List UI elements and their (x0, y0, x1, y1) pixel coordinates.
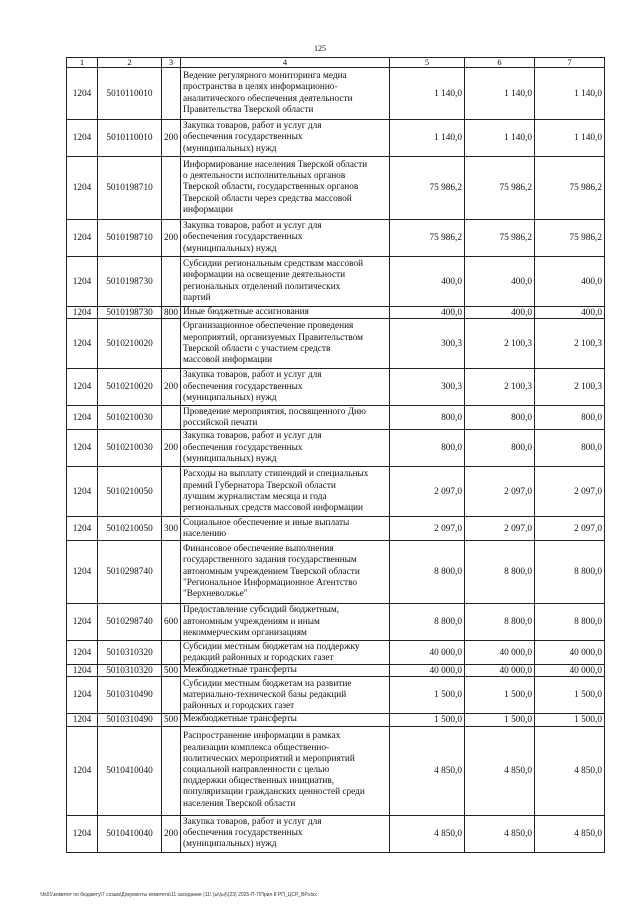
target-article-code-cell: 5010298740 (98, 604, 162, 641)
target-article-code-cell: 5010210020 (98, 319, 162, 369)
target-article-code-cell: 5010198710 (98, 157, 162, 220)
target-article-code-cell: 5010198730 (98, 257, 162, 307)
target-article-code-cell: 5010210050 (98, 517, 162, 541)
expense-type-cell (162, 319, 181, 369)
expense-type-cell (162, 467, 181, 517)
amount-cell: 75 986,2 (390, 157, 465, 220)
description-cell: Закупка товаров, работ и услуг для обеспечения государственных (муниципальных) нужд (181, 220, 390, 257)
amount-cell: 400,0 (390, 307, 465, 319)
table-row (67, 714, 605, 726)
column-header: 3 (162, 58, 181, 68)
amount-cell: 400,0 (465, 257, 535, 307)
amount-cell: 2 100,3 (465, 369, 535, 406)
table-row (67, 406, 605, 430)
table-row (67, 319, 605, 369)
section-code-cell: 1204 (67, 677, 98, 714)
expense-type-cell (162, 68, 181, 120)
section-code-cell: 1204 (67, 604, 98, 641)
amount-cell: 8 800,0 (465, 541, 535, 604)
description-cell: Субсидии региональным средствам массовой информации на освещение деятельности региональных отделений политических партий (181, 257, 390, 307)
column-header: 5 (390, 58, 465, 68)
amount-cell: 40 000,0 (465, 641, 535, 665)
target-article-code-cell: 5010210030 (98, 430, 162, 467)
amount-cell: 2 097,0 (465, 517, 535, 541)
amount-cell: 4 850,0 (390, 726, 465, 815)
expense-type-cell (162, 641, 181, 665)
amount-cell: 4 850,0 (465, 815, 535, 852)
description-cell: Распространение информации в рамках реализации комплекса общественно- политических мероприятий и мероприятий социальной направленности с целью поддержки общественных инициатив, популяризации гражданских ценностей среди населения Тверской области (181, 726, 390, 815)
amount-cell: 1 500,0 (465, 677, 535, 714)
amount-cell: 800,0 (390, 430, 465, 467)
amount-cell: 40 000,0 (390, 641, 465, 665)
target-article-code-cell: 5010110010 (98, 68, 162, 120)
table-row (67, 517, 605, 541)
amount-cell: 400,0 (535, 307, 605, 319)
amount-cell: 2 100,3 (535, 369, 605, 406)
description-cell: Расходы на выплату стипендий и специальных премий Губернатора Тверской области лучшим журналистам месяца и года региональных средств массовой информации (181, 467, 390, 517)
description-cell: Финансовое обеспечение выполнения государственного задания государственным автономным учреждением Тверской области "Региональное Информационное Агентство "Верхневолжье" (181, 541, 390, 604)
expense-type-cell (162, 541, 181, 604)
table-row (67, 641, 605, 665)
expense-type-cell (162, 257, 181, 307)
target-article-code-cell: 5010410040 (98, 726, 162, 815)
section-code-cell: 1204 (67, 714, 98, 726)
amount-cell: 40 000,0 (465, 665, 535, 677)
expense-type-cell (162, 406, 181, 430)
section-code-cell: 1204 (67, 68, 98, 120)
amount-cell: 1 500,0 (535, 714, 605, 726)
section-code-cell: 1204 (67, 430, 98, 467)
amount-cell: 1 500,0 (390, 677, 465, 714)
amount-cell: 40 000,0 (390, 665, 465, 677)
description-cell: Организационное обеспечение проведения мероприятий, организуемых Правительством Тверской области с участием средств массовой информации (181, 319, 390, 369)
column-header: 6 (465, 58, 535, 68)
budget-table (66, 57, 605, 853)
column-header: 4 (181, 58, 390, 68)
amount-cell: 40 000,0 (535, 641, 605, 665)
target-article-code-cell: 5010310320 (98, 641, 162, 665)
table-row (67, 369, 605, 406)
amount-cell: 75 986,2 (535, 157, 605, 220)
amount-cell: 2 100,3 (535, 319, 605, 369)
amount-cell: 4 850,0 (535, 726, 605, 815)
amount-cell: 8 800,0 (535, 604, 605, 641)
table-row (67, 467, 605, 517)
column-header: 7 (535, 58, 605, 68)
target-article-code-cell: 5010198730 (98, 307, 162, 319)
description-cell: Закупка товаров, работ и услуг для обеспечения государственных (муниципальных) нужд (181, 815, 390, 852)
description-cell: Закупка товаров, работ и услуг для обеспечения государственных (муниципальных) нужд (181, 120, 390, 157)
amount-cell: 8 800,0 (465, 604, 535, 641)
column-header: 1 (67, 58, 98, 68)
expense-type-cell: 200 (162, 815, 181, 852)
target-article-code-cell: 5010110010 (98, 120, 162, 157)
table-body (67, 68, 605, 853)
description-cell: Информирование населения Тверской области о деятельности исполнительных органов Тверской области, государственных органов Тверской области через средства массовой информации (181, 157, 390, 220)
amount-cell: 75 986,2 (390, 220, 465, 257)
amount-cell: 8 800,0 (390, 604, 465, 641)
table-row (67, 604, 605, 641)
section-code-cell: 1204 (67, 369, 98, 406)
amount-cell: 75 986,2 (465, 157, 535, 220)
expense-type-cell (162, 677, 181, 714)
table-row (67, 677, 605, 714)
page-number: 125 (314, 44, 326, 53)
amount-cell: 400,0 (465, 307, 535, 319)
amount-cell: 300,3 (390, 319, 465, 369)
table-row (67, 307, 605, 319)
amount-cell: 4 850,0 (535, 815, 605, 852)
table-row (67, 257, 605, 307)
amount-cell: 800,0 (465, 406, 535, 430)
target-article-code-cell: 5010210050 (98, 467, 162, 517)
section-code-cell: 1204 (67, 517, 98, 541)
section-code-cell: 1204 (67, 665, 98, 677)
target-article-code-cell: 5010198710 (98, 220, 162, 257)
section-code-cell: 1204 (67, 406, 98, 430)
amount-cell: 40 000,0 (535, 665, 605, 677)
header-row (67, 58, 605, 68)
amount-cell: 1 140,0 (390, 68, 465, 120)
amount-cell: 1 500,0 (465, 714, 535, 726)
amount-cell: 800,0 (390, 406, 465, 430)
table-row (67, 220, 605, 257)
amount-cell: 1 140,0 (465, 68, 535, 120)
description-cell: Закупка товаров, работ и услуг для обеспечения государственных (муниципальных) нужд (181, 369, 390, 406)
description-cell: Субсидии местным бюджетам на поддержку редакций районных и городских газет (181, 641, 390, 665)
amount-cell: 75 986,2 (535, 220, 605, 257)
section-code-cell: 1204 (67, 157, 98, 220)
section-code-cell: 1204 (67, 541, 98, 604)
target-article-code-cell: 5010310320 (98, 665, 162, 677)
table-row (67, 430, 605, 467)
expense-type-cell (162, 726, 181, 815)
amount-cell: 400,0 (390, 257, 465, 307)
target-article-code-cell: 5010210030 (98, 406, 162, 430)
table-row (67, 815, 605, 852)
amount-cell: 800,0 (535, 430, 605, 467)
expense-type-cell: 200 (162, 120, 181, 157)
table-row (67, 68, 605, 120)
amount-cell: 800,0 (535, 406, 605, 430)
amount-cell: 2 097,0 (535, 517, 605, 541)
section-code-cell: 1204 (67, 815, 98, 852)
target-article-code-cell: 5010410040 (98, 815, 162, 852)
amount-cell: 75 986,2 (465, 220, 535, 257)
amount-cell: 2 100,3 (465, 319, 535, 369)
description-cell: Проведение мероприятия, посвященного Дню российской печати (181, 406, 390, 430)
amount-cell: 1 500,0 (390, 714, 465, 726)
table-row (67, 665, 605, 677)
expense-type-cell: 300 (162, 517, 181, 541)
amount-cell: 1 140,0 (465, 120, 535, 157)
expense-type-cell: 200 (162, 369, 181, 406)
amount-cell: 1 140,0 (390, 120, 465, 157)
expense-type-cell: 600 (162, 604, 181, 641)
section-code-cell: 1204 (67, 467, 98, 517)
amount-cell: 4 850,0 (390, 815, 465, 852)
table-row (67, 120, 605, 157)
amount-cell: 300,3 (390, 369, 465, 406)
expense-type-cell (162, 157, 181, 220)
description-cell: Субсидии местным бюджетам на развитие материально-технической базы редакций районных и городских газет (181, 677, 390, 714)
table-row (67, 541, 605, 604)
section-code-cell: 1204 (67, 220, 98, 257)
amount-cell: 2 097,0 (390, 517, 465, 541)
amount-cell: 8 800,0 (390, 541, 465, 604)
amount-cell: 4 850,0 (465, 726, 535, 815)
target-article-code-cell: 5010310490 (98, 677, 162, 714)
description-cell: Межбюджетные трансферты (181, 714, 390, 726)
amount-cell: 1 140,0 (535, 68, 605, 120)
expense-type-cell: 500 (162, 665, 181, 677)
target-article-code-cell: 5010310490 (98, 714, 162, 726)
amount-cell: 2 097,0 (390, 467, 465, 517)
expense-type-cell: 800 (162, 307, 181, 319)
file-path-footer: \\fs01\комитет по бюджету\7 созыв\Документы комитета\11 заседание (11\ (ы\(ы)\(23) 2025-П-7\Прил 8 РП_ЦСР_ВР.xlsx (40, 892, 317, 898)
amount-cell: 800,0 (465, 430, 535, 467)
target-article-code-cell: 5010210020 (98, 369, 162, 406)
section-code-cell: 1204 (67, 726, 98, 815)
expense-type-cell: 500 (162, 714, 181, 726)
description-cell: Ведение регулярного мониторинга медиа пространства в целях информационно- аналитического обеспечения деятельности Правительства Тверской области (181, 68, 390, 120)
section-code-cell: 1204 (67, 257, 98, 307)
expense-type-cell: 200 (162, 220, 181, 257)
description-cell: Предоставление субсидий бюджетным, автономным учреждениям и иным некоммерческим организациям (181, 604, 390, 641)
amount-cell: 2 097,0 (465, 467, 535, 517)
description-cell: Иные бюджетные ассигнования (181, 307, 390, 319)
amount-cell: 2 097,0 (535, 467, 605, 517)
section-code-cell: 1204 (67, 120, 98, 157)
amount-cell: 1 500,0 (535, 677, 605, 714)
description-cell: Закупка товаров, работ и услуг для обеспечения государственных (муниципальных) нужд (181, 430, 390, 467)
table-row (67, 726, 605, 815)
amount-cell: 400,0 (535, 257, 605, 307)
description-cell: Социальное обеспечение и иные выплаты населению (181, 517, 390, 541)
amount-cell: 1 140,0 (535, 120, 605, 157)
section-code-cell: 1204 (67, 319, 98, 369)
section-code-cell: 1204 (67, 641, 98, 665)
section-code-cell: 1204 (67, 307, 98, 319)
column-header: 2 (98, 58, 162, 68)
table-header (67, 58, 605, 68)
amount-cell: 8 800,0 (535, 541, 605, 604)
expense-type-cell: 200 (162, 430, 181, 467)
target-article-code-cell: 5010298740 (98, 541, 162, 604)
description-cell: Межбюджетные трансферты (181, 665, 390, 677)
table-row (67, 157, 605, 220)
